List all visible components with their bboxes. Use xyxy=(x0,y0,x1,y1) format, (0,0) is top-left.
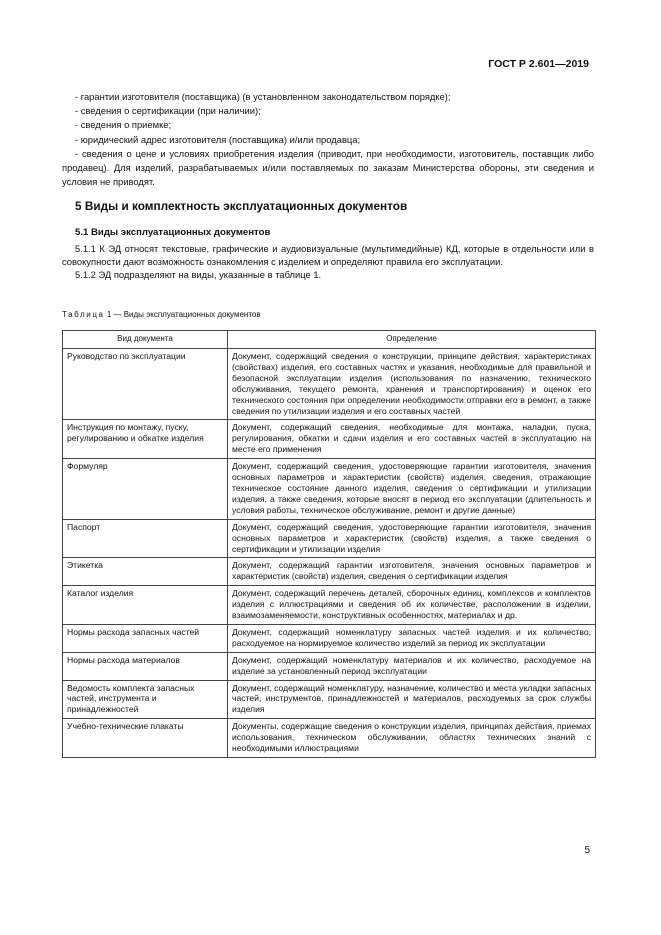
cell-definition: Документ, содержащий номенклатуру запасных частей изделия и их количество, расходуемое на нормируемое количество изделий за период их эксплуатации xyxy=(228,624,596,652)
intro-list xyxy=(62,90,594,189)
list-item: - сведения о цене и условиях приобретения изделия (приводит, при необходимости, изготовитель, поставщик либо продавец). Для изделий, разрабатываемых и/или поставляемых по заказам Министерства обороны, эти сведения и условия не приводят. xyxy=(62,147,594,188)
table-row xyxy=(63,586,596,625)
document-types-table xyxy=(62,330,596,758)
page-number: 5 xyxy=(584,845,590,856)
cell-type: Инструкция по монтажу, пуску, регулированию и обкатке изделия xyxy=(63,420,228,459)
cell-type: Паспорт xyxy=(63,519,228,558)
subsection-title: 5.1 Виды эксплуатационных документов xyxy=(75,227,271,238)
section-paragraphs xyxy=(62,243,594,281)
cell-definition: Документ, содержащий сведения о конструкции, принципе действия, характеристиках (свойствах) изделия, его составных частях и указания, необходимые для правильной и безопасной эксплуатации изделия (использования по назначению, технического обслуживания, текущего ремонта, хранения и транспортирования) и оценок его технического состояния при определении необходимости отправки его в ремонт, а также сведения по утилизации изделия и его составных частей xyxy=(228,349,596,420)
table-row xyxy=(63,349,596,420)
table-caption xyxy=(62,310,261,319)
paragraph-5-1-1: 5.1.1 К ЭД относят текстовые, графические и аудиовизуальные (мультимедийные) КД, которые в отдельности или в совокупности дают возможность ознакомления с изделием и определяют правила его эксплуатации. xyxy=(62,243,594,267)
paragraph-5-1-2: 5.1.2 ЭД подразделяют на виды, указанные в таблице 1. xyxy=(75,268,322,280)
table-row xyxy=(63,719,596,758)
table-caption-text: 1 — Виды эксплуатационных документов xyxy=(106,310,261,319)
cell-definition: Документы, содержащие сведения о конструкции изделия, принципах действия, приемах использования, техническом обслуживании, областях технических знаний с необходимыми иллюстрациями xyxy=(228,719,596,758)
cell-definition: Документ, содержащий гарантии изготовителя, значения основных параметров и характеристик (свойств) изделия, сведения о сертификации изделия xyxy=(228,558,596,586)
table-row xyxy=(63,680,596,719)
cell-type: Нормы расхода материалов xyxy=(63,652,228,680)
cell-type: Ведомость комплекта запасных частей, инструмента и принадлежностей xyxy=(63,680,228,719)
cell-type: Учебно-технические плакаты xyxy=(63,719,228,758)
section-title: 5 Виды и комплектность эксплуатационных документов xyxy=(75,199,408,213)
table-row xyxy=(63,558,596,586)
cell-definition: Документ, содержащий сведения, удостоверяющие гарантии изготовителя, значения основных параметров и характеристик (свойств) изделия, сведения, отражающие техническое состояние данного изделия, сведения о сертификации и утилизации изделия, а также сведения, которые вносят в период его эксплуатации (длительность и условия работы, техническое обслуживание, ремонт и другие данные) xyxy=(228,459,596,520)
list-item: - гарантии изготовителя (поставщика) (в установленном законодательством порядке); xyxy=(75,91,451,102)
cell-definition: Документ, содержащий сведения, удостоверяющие гарантии изготовителя, значения основных параметров и характеристик (свойств) изделия, а также сведения о сертификации и утилизации изделия xyxy=(228,519,596,558)
table-header-row xyxy=(63,331,596,349)
cell-type: Нормы расхода запасных частей xyxy=(63,624,228,652)
list-item: - сведения о сертификации (при наличии); xyxy=(75,105,261,117)
table-row xyxy=(63,624,596,652)
cell-definition: Документ, содержащий перечень деталей, сборочных единиц, комплексов и комплектов изделия с иллюстрациями и сведения об их количестве, расположении в изделии, взаимозаменяемости, конструктивных особенностях, материалах и др. xyxy=(228,586,596,625)
cell-definition: Документ, содержащий сведения, необходимые для монтажа, наладки, пуска, регулирования, обкатки и сдачи изделия и его составных частей в эксплуатацию на месте его применения xyxy=(228,420,596,459)
column-header-definition: Определение xyxy=(228,331,596,349)
cell-type: Руководство по эксплуатации xyxy=(63,349,228,420)
cell-definition: Документ, содержащий номенклатуру материалов и их количество, расходуемое на изделие за установленный период эксплуатации xyxy=(228,652,596,680)
column-header-type: Вид документа xyxy=(63,331,228,349)
cell-definition: Документ, содержащий номенклатуру, назначение, количество и места укладки запасных частей, инструментов, принадлежностей и материалов, расходуемых за срок службы изделия xyxy=(228,680,596,719)
table-row xyxy=(63,652,596,680)
standard-header: ГОСТ Р 2.601—2019 xyxy=(488,58,589,70)
table-row xyxy=(63,420,596,459)
cell-type: Формуляр xyxy=(63,459,228,520)
table-row xyxy=(63,519,596,558)
list-item: - юридический адрес изготовителя (поставщика) и/или продавца; xyxy=(75,133,361,145)
cell-type: Этикетка xyxy=(63,558,228,586)
cell-type: Каталог изделия xyxy=(63,586,228,625)
list-item: - сведения о приемке; xyxy=(75,119,172,131)
table-caption-label: Таблица xyxy=(62,310,105,319)
table-row xyxy=(63,459,596,520)
